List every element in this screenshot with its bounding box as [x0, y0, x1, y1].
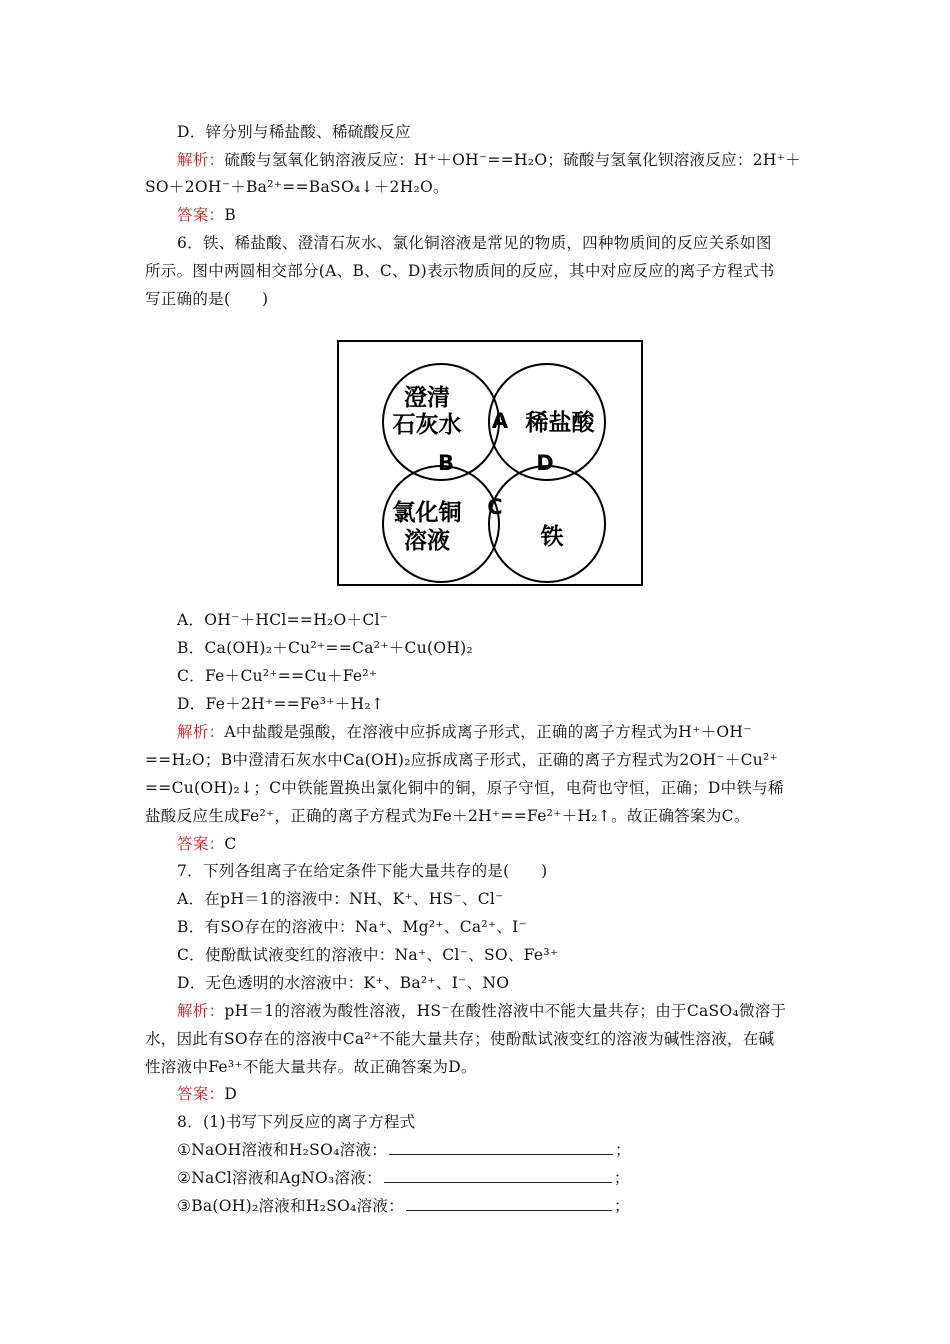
analysis-label: 解析： — [177, 1002, 225, 1020]
circle3-label-line1: 氯化铜 — [392, 500, 462, 526]
q6-option-c: C．Fe＋Cu²⁺==Cu＋Fe²⁺ — [177, 667, 378, 685]
q6-analysis-line-4: 盐酸反应生成Fe²⁺，正确的离子方程式为Fe＋2H⁺==Fe²⁺＋H₂↑。故正确答案为C。 — [145, 807, 750, 825]
circle1-label-line1: 澄清 — [404, 385, 450, 411]
intersection-label-d: D — [536, 451, 554, 475]
q7-option-a: A．在pH＝1的溶液中：NH、K⁺、HS⁻、Cl⁻ — [177, 890, 504, 908]
intersection-label-b: B — [437, 451, 455, 475]
circle2-label: 稀盐酸 — [525, 410, 595, 436]
analysis-label: 解析： — [177, 723, 225, 741]
q7-analysis-line-2: 水，因此有SO存在的溶液中Ca²⁺不能大量共存；使酚酞试液变红的溶液为碱性溶液，在碱 — [145, 1030, 775, 1048]
q6-answer: 答案：C — [177, 835, 237, 853]
q5-option-d: D．锌分别与稀盐酸、稀硫酸反应 — [177, 123, 411, 141]
reaction-diagram-svg — [339, 342, 641, 584]
q6-option-b: B．Ca(OH)₂＋Cu²⁺==Ca²⁺＋Cu(OH)₂ — [177, 639, 474, 657]
q8-item-1: ①NaOH溶液和H₂SO₄溶液： ； — [177, 1141, 631, 1159]
reaction-diagram — [337, 340, 643, 586]
q6-analysis-line-2: ==H₂O；B中澄清石灰水中Ca(OH)₂应拆成离子形式，正确的离子方程式为2OH⁻＋Cu²⁺ — [145, 751, 779, 769]
q5-answer: 答案：B — [177, 206, 237, 224]
q8-item-2: ②NaCl溶液和AgNO₃溶液： ； — [177, 1169, 630, 1187]
q6-analysis-line-1: 解析：A中盐酸是强酸，在溶液中应拆成离子形式，正确的离子方程式为H⁺＋OH⁻ — [177, 723, 752, 741]
q7-option-d: D．无色透明的水溶液中：K⁺、Ba²⁺、I⁻、NO — [177, 974, 510, 992]
q6-option-d: D．Fe＋2H⁺==Fe³⁺＋H₂↑ — [177, 695, 385, 713]
q7-analysis-line-3: 性溶液中Fe³⁺不能大量共存。故正确答案为D。 — [145, 1058, 477, 1076]
answer-label: 答案： — [177, 835, 225, 853]
answer-blank[interactable] — [406, 1196, 612, 1211]
circle3-label-line2: 溶液 — [404, 528, 450, 554]
q7-stem: 7．下列各组离子在给定条件下能大量共存的是( ) — [177, 862, 548, 880]
answer-label: 答案： — [177, 1085, 225, 1103]
answer-label: 答案： — [177, 206, 225, 224]
q6-stem-line-3: 写正确的是( ) — [145, 290, 269, 308]
circle4-label: 铁 — [540, 524, 564, 550]
q6-analysis-line-3: ==Cu(OH)₂↓；C中铁能置换出氯化铜中的铜，原子守恒，电荷也守恒，正确；D中铁与稀 — [145, 779, 784, 797]
q7-option-b: B．有SO存在的溶液中：Na⁺、Mg²⁺、Ca²⁺、I⁻ — [177, 918, 528, 936]
q6-option-a: A．OH⁻＋HCl==H₂O＋Cl⁻ — [177, 611, 389, 629]
circle1-label-line2: 石灰水 — [392, 412, 462, 438]
q7-analysis-line-1: 解析：pH＝1的溶液为酸性溶液，HS⁻在酸性溶液中不能大量共存；由于CaSO₄微溶于 — [177, 1002, 787, 1020]
intersection-label-a: A — [491, 409, 509, 433]
q5-analysis-line-1: 解析：硫酸与氢氧化钠溶液反应：H⁺＋OH⁻==H₂O；硫酸与氢氧化钡溶液反应：2H⁺＋ — [177, 151, 801, 169]
q7-option-c: C．使酚酞试液变红的溶液中：Na⁺、Cl⁻、SO、Fe³⁺ — [177, 946, 559, 964]
intersection-label-c: C — [487, 495, 503, 519]
q7-answer: 答案：D — [177, 1085, 238, 1103]
q5-analysis-line-2: SO＋2OH⁻＋Ba²⁺==BaSO₄↓＋2H₂O。 — [145, 178, 449, 196]
q8-stem: 8．(1)书写下列反应的离子方程式 — [177, 1113, 416, 1131]
q6-stem-line-2: 所示。图中两圆相交部分(A、B、C、D)表示物质间的反应，其中对应反应的离子方程式书 — [145, 262, 775, 280]
answer-blank[interactable] — [384, 1168, 612, 1183]
analysis-label: 解析： — [177, 151, 225, 169]
q8-item-3: ③Ba(OH)₂溶液和H₂SO₄溶液： ； — [177, 1197, 630, 1215]
answer-blank[interactable] — [389, 1140, 613, 1155]
q6-stem-line-1: 6．铁、稀盐酸、澄清石灰水、氯化铜溶液是常见的物质，四种物质间的反应关系如图 — [177, 234, 772, 252]
